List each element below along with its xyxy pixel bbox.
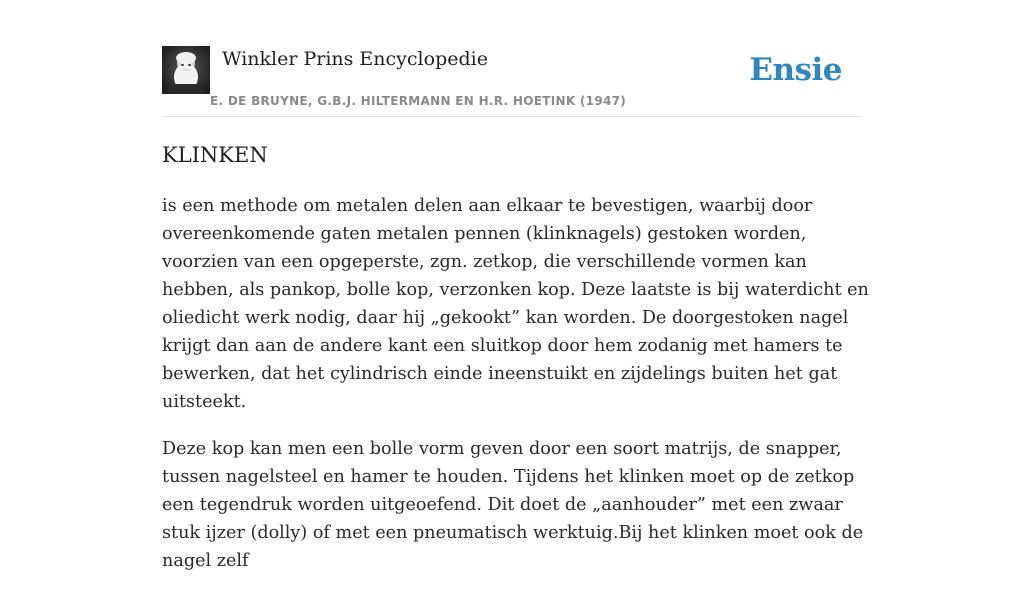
authors-line: E. DE BRUYNE, G.B.J. HILTERMANN EN H.R. HOETINK (1947): [210, 94, 627, 108]
source-title[interactable]: Winkler Prins Encyclopedie: [222, 48, 488, 70]
headword: KLINKEN: [162, 143, 268, 167]
article-body: [162, 192, 872, 594]
article-paragraph: Deze kop kan men een bolle vorm geven door een soort matrijs, de snapper, tussen nagelsteel en hamer te houden. Tijdens het klinken moet op de zetkop een tegendruk worden uitgeoefend. Dit doet de „aanhouder” met een zwaar stuk ijzer (dolly) of met een pneumatisch werktuig.Bij het klinken moet ook de nagel zelf: [162, 439, 864, 571]
bearded-man-portrait-icon: [162, 46, 210, 94]
ensie-logo[interactable]: Ensie: [749, 52, 842, 88]
author-avatar[interactable]: [162, 46, 210, 94]
article-paragraph: is een methode om metalen delen aan elkaar te bevestigen, waarbij door overeenkomende gaten metalen pennen (klinknagels) gestoken worden, voorzien van een opgeperste, zgn. zetkop, die verschillende vormen kan hebben, als pankop, bolle kop, verzonken kop. Deze laatste is bij waterdicht en oliedicht werk nodig, daar hij „gekookt” kan worden. De doorgestoken nagel krijgt dan aan de andere kant een sluitkop door hem zodanig met hamers te bewerken, dat het cylindrisch einde ineenstuikt en zijdelings buiten het gat uitsteekt.: [162, 196, 869, 412]
source-header: [162, 46, 862, 117]
